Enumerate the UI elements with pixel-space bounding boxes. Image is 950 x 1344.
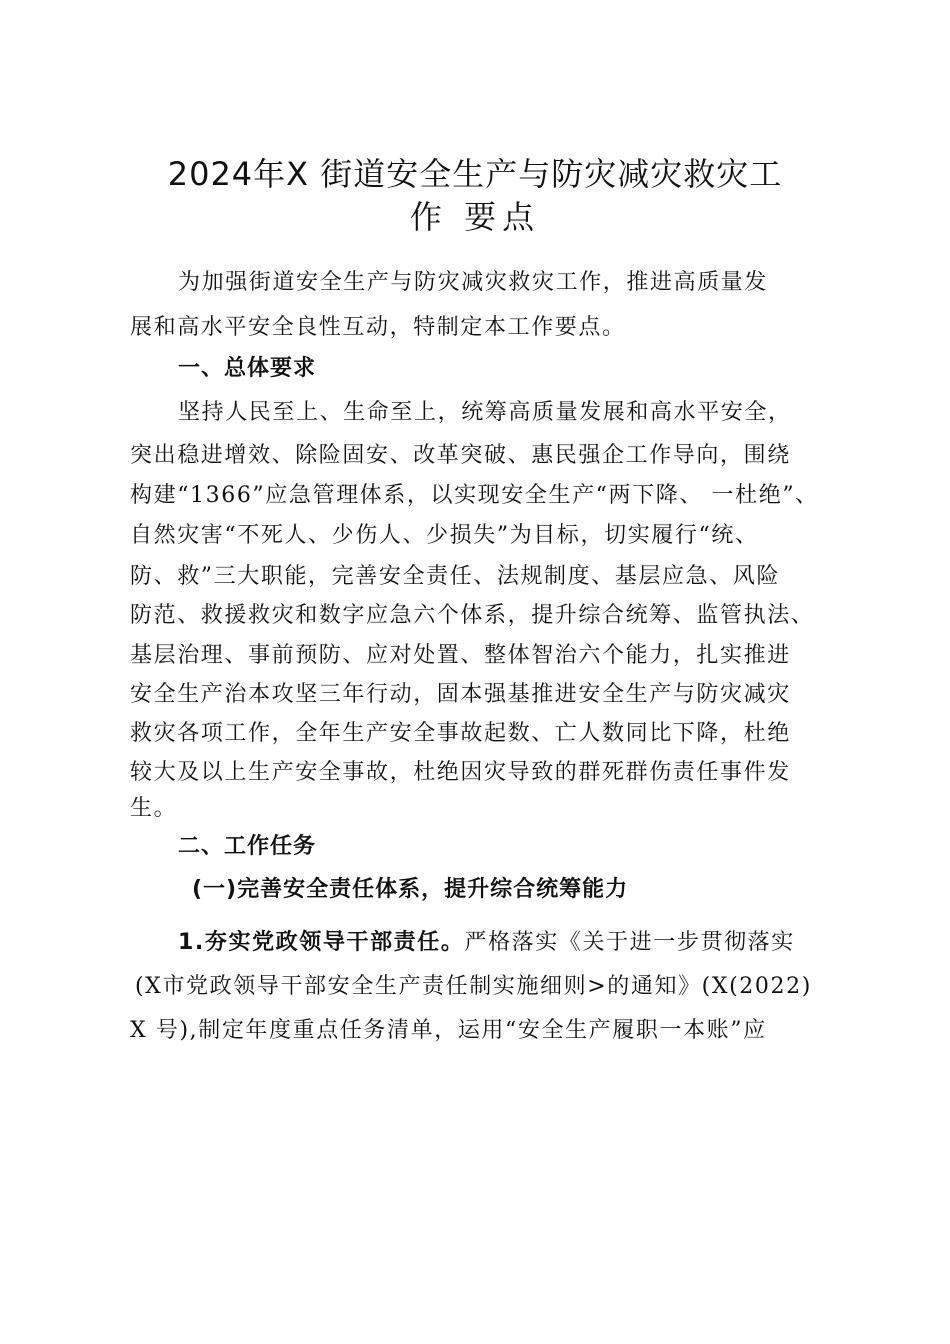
section-2-subheading: (一)完善安全责任体系，提升综合统筹能力 [192,877,629,902]
intro-line-2: 展和高水平安全良性互动，特制定本工作要点。 [130,315,626,340]
item-1-line-3: X 号),制定年度重点任务清单，运用“安全生产履职一本账”应 [130,1018,767,1043]
section-1-line: 生。 [130,796,178,821]
item-1-lead: 1.夯实党政领导干部责任。 [178,930,465,955]
section-1-line: 安全生产治本攻坚三年行动，固本强基推进安全生产与防灾减灾 [130,682,791,707]
section-1-line: 自然灾害“不死人、少伤人、少损失”为目标，切实履行“统、 [130,523,759,548]
intro-line-1: 为加强街道安全生产与防灾减灾救灾工作，推进高质量发 [178,270,769,295]
document-title-line-2: 作 要点 [409,198,541,236]
section-1-heading: 一、总体要求 [178,356,317,381]
section-1-line: 基层治理、事前预防、应对处置、整体智治六个能力，扎实推进 [130,643,791,668]
item-1-line-2: (X市党政领导干部安全生产责任制实施细则>的通知》(X(2022) [135,974,812,999]
item-1-line-1 [178,928,830,958]
section-1-line: 构建“1366”应急管理体系，以实现安全生产“两下降、 一杜绝”、 [130,483,819,508]
document-title-line-1: 2024年X 街道安全生产与防灾减灾救灾工 [167,155,783,193]
section-1-line: 坚持人民至上、生命至上，统筹高质量发展和高水平安全， [178,400,792,425]
item-1-text: 严格落实《关于进一步贯彻落实 [464,930,795,955]
section-1-line: 突出稳进增效、除险固安、改革突破、惠民强企工作导向，围绕 [130,443,791,468]
section-1-line: 救灾各项工作，全年生产安全事故起数、亡人数同比下降，杜绝 [130,721,791,746]
section-1-line: 较大及以上生产安全事故，杜绝因灾导致的群死群伤责任事件发 [130,760,791,785]
section-2-heading: 二、工作任务 [178,834,317,859]
section-1-line: 防、救”三大职能，完善安全责任、法规制度、基层应急、风险 [130,564,781,589]
section-1-line: 防范、救援救灾和数字应急六个体系，提升综合统筹、监管执法、 [130,603,815,628]
